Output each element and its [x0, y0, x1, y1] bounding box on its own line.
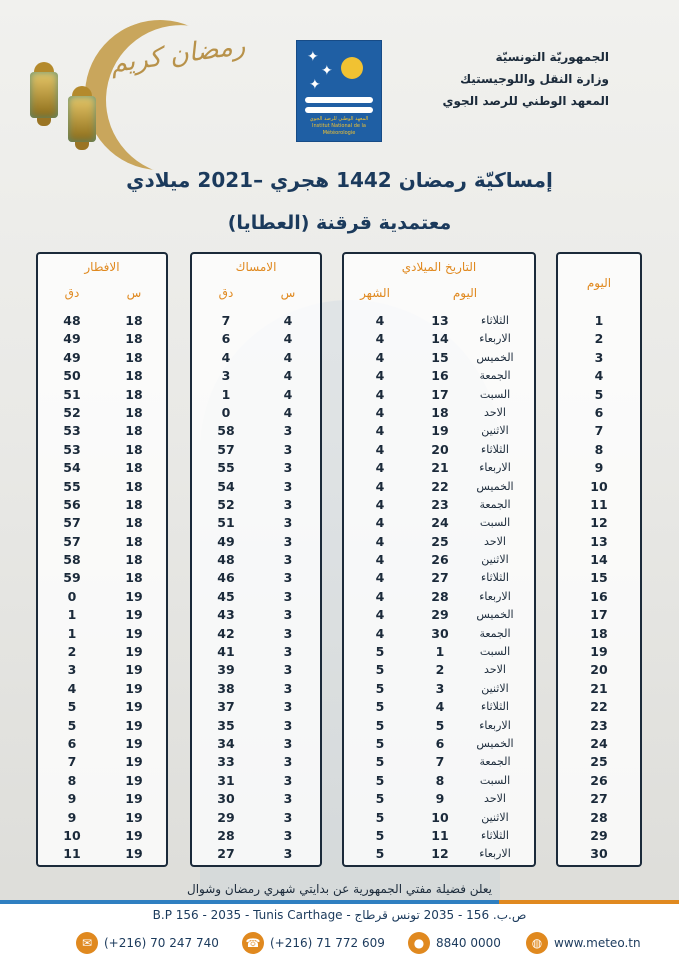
- greg-day-column: [420, 312, 460, 864]
- greg-day-cell: 23: [431, 496, 449, 512]
- day-number-cell: 6: [594, 404, 604, 420]
- greg-day-cell: 24: [431, 515, 449, 531]
- imsak-minute-cell: 45: [217, 588, 235, 604]
- weekday-cell: الاثنين: [481, 810, 509, 824]
- day-number-cell: 15: [590, 570, 608, 586]
- iftar-minute-cell: 59: [63, 570, 81, 586]
- day-number-cell: 2: [594, 331, 604, 347]
- weekday-cell: الخميس: [476, 350, 514, 364]
- greg-month-cell: 4: [375, 441, 385, 457]
- iftar-minute-cell: 56: [63, 496, 81, 512]
- greg-day-cell: 6: [435, 735, 445, 751]
- weekday-cell: الاحد: [484, 792, 506, 806]
- website-link[interactable]: [526, 932, 641, 954]
- greg-month-cell: 4: [375, 533, 385, 549]
- imsak-minute-cell: 29: [217, 809, 235, 825]
- imsak-minute-cell: 57: [217, 441, 235, 457]
- phone-number: (+216) 71 772 609: [270, 936, 385, 950]
- imsak-hour-cell: 3: [283, 423, 293, 439]
- org-line: وزارة النقل واللوجيستيك: [460, 72, 609, 86]
- imsak-hour-cell: 3: [283, 588, 293, 604]
- day-number-cell: 19: [590, 644, 608, 660]
- imsak-minute-cell: 48: [217, 552, 235, 568]
- greg-month-subheader: الشهر: [360, 286, 390, 300]
- iftar-minute-cell: 53: [63, 423, 81, 439]
- greg-day-cell: 1: [435, 644, 445, 660]
- iftar-minute-cell: 4: [67, 680, 77, 696]
- imsak-minute-cell: 55: [217, 460, 235, 476]
- imsak-hour-cell: 3: [283, 735, 293, 751]
- imsak-minute-cell: 38: [217, 680, 235, 696]
- ramadan-greeting: رمضان كريم: [108, 30, 248, 80]
- greg-month-cell: 5: [375, 699, 385, 715]
- imsak-minute-cell: 4: [221, 349, 231, 365]
- gregorian-date-panel: [342, 252, 536, 867]
- weekday-cell: السبت: [479, 387, 511, 401]
- imsak-minute-cell: 35: [217, 717, 235, 733]
- iftar-hour-column: [114, 312, 154, 864]
- greg-month-cell: 5: [375, 644, 385, 660]
- day-number-cell: 17: [590, 607, 608, 623]
- imsak-minute-cell: 6: [221, 331, 231, 347]
- iftar-minute-cell: 7: [67, 754, 77, 770]
- day-number-cell: 14: [590, 552, 608, 568]
- imsak-hour-cell: 4: [283, 349, 293, 365]
- iftar-minute-cell: 57: [63, 533, 81, 549]
- day-number-cell: 8: [594, 441, 604, 457]
- greg-day-cell: 15: [431, 349, 449, 365]
- day-number-cell: 18: [590, 625, 608, 641]
- imsak-hour-cell: 3: [283, 809, 293, 825]
- iftar-minute-cell: 11: [63, 846, 81, 862]
- greg-day-cell: 3: [435, 680, 445, 696]
- greg-month-cell: 4: [375, 331, 385, 347]
- greg-day-cell: 25: [431, 533, 449, 549]
- imsak-minute-cell: 27: [217, 846, 235, 862]
- imsak-hour-column: [268, 312, 308, 864]
- weekday-cell: الاحد: [484, 663, 506, 677]
- imsak-minute-cell: 1: [221, 386, 231, 402]
- imsak-minute-cell: 28: [217, 827, 235, 843]
- imsak-hour-cell: 3: [283, 552, 293, 568]
- greg-month-cell: 4: [375, 386, 385, 402]
- imsak-minute-cell: 46: [217, 570, 235, 586]
- iftar-hour-cell: 19: [125, 588, 143, 604]
- greg-day-cell: 7: [435, 754, 445, 770]
- iftar-minute-cell: 49: [63, 331, 81, 347]
- phone-icon: ☎: [242, 932, 264, 954]
- iftar-hour-cell: 19: [125, 772, 143, 788]
- day-number-cell: 24: [590, 735, 608, 751]
- greg-day-subheader: اليوم: [452, 286, 478, 300]
- imsak-minute-cell: 3: [221, 368, 231, 384]
- imsak-panel: [190, 252, 322, 867]
- fax-contact[interactable]: [76, 932, 219, 954]
- greg-month-cell: 4: [375, 515, 385, 531]
- day-number-cell: 29: [590, 827, 608, 843]
- day-number-cell: 16: [590, 588, 608, 604]
- lantern-icon: [30, 62, 58, 132]
- greg-day-cell: 16: [431, 368, 449, 384]
- day-number-cell: 1: [594, 313, 604, 328]
- greg-day-cell: 30: [431, 625, 449, 641]
- iftar-minute-cell: 53: [63, 441, 81, 457]
- iftar-hour-cell: 18: [125, 460, 143, 476]
- iftar-minute-cell: 3: [67, 662, 77, 678]
- greg-day-cell: 17: [431, 386, 449, 402]
- iftar-minute-cell: 57: [63, 515, 81, 531]
- imsak-minute-cell: 51: [217, 515, 235, 531]
- imsak-hour-cell: 3: [283, 717, 293, 733]
- greg-day-cell: 29: [431, 607, 449, 623]
- weekday-cell: الاربعاء: [479, 847, 511, 861]
- weekday-cell: السبت: [479, 645, 511, 659]
- website-url: www.meteo.tn: [554, 936, 641, 950]
- weekday-cell: الجمعة: [479, 755, 511, 769]
- iftar-hour-cell: 18: [125, 313, 143, 328]
- day-number-column: [558, 312, 640, 864]
- imsak-minute-cell: 49: [217, 533, 235, 549]
- weekday-column: [460, 312, 530, 864]
- weekday-cell: الثلاثاء: [481, 314, 509, 327]
- greg-day-cell: 22: [431, 478, 449, 494]
- iftar-hour-cell: 19: [125, 791, 143, 807]
- org-line: الجمهوريّة التونسيّة: [495, 50, 609, 64]
- imsak-minute-cell: 43: [217, 607, 235, 623]
- weekday-cell: الخميس: [476, 608, 514, 622]
- greg-month-cell: 4: [375, 607, 385, 623]
- iftar-hour-cell: 18: [125, 515, 143, 531]
- weekday-cell: الجمعة: [479, 497, 511, 511]
- imsak-minute-column: [206, 312, 246, 864]
- imsak-hour-cell: 3: [283, 607, 293, 623]
- greg-day-cell: 21: [431, 460, 449, 476]
- location-icon: ●: [408, 932, 430, 954]
- greg-month-cell: 5: [375, 754, 385, 770]
- iftar-panel: [36, 252, 168, 867]
- day-number-cell: 26: [590, 772, 608, 788]
- imsak-minute-cell: 0: [221, 404, 231, 420]
- imsak-hour-cell: 3: [283, 625, 293, 641]
- fax-number: (+216) 70 247 740: [104, 936, 219, 950]
- imsak-hour-cell: 3: [283, 644, 293, 660]
- iftar-minute-cell: 1: [67, 625, 77, 641]
- greg-month-cell: 5: [375, 791, 385, 807]
- greg-day-cell: 4: [435, 699, 445, 715]
- day-number-cell: 11: [590, 496, 608, 512]
- day-number-cell: 13: [590, 533, 608, 549]
- iftar-hour-cell: 18: [125, 386, 143, 402]
- greg-day-cell: 8: [435, 772, 445, 788]
- greg-day-cell: 19: [431, 423, 449, 439]
- page-subtitle: معتمدية قرقنة (العطايا): [227, 212, 452, 234]
- imsak-minute-cell: 30: [217, 791, 235, 807]
- phone-contact[interactable]: [242, 932, 385, 954]
- weekday-cell: الاثنين: [481, 681, 509, 695]
- iftar-minute-cell: 2: [67, 644, 77, 660]
- day-number-cell: 3: [594, 349, 604, 365]
- weekday-cell: الثلاثاء: [481, 571, 509, 585]
- imsak-hour-cell: 4: [283, 368, 293, 384]
- greg-month-cell: 4: [375, 404, 385, 420]
- day-header: اليوم: [586, 276, 612, 290]
- day-number-cell: 10: [590, 478, 608, 494]
- greg-month-cell: 5: [375, 717, 385, 733]
- greg-month-cell: 4: [375, 368, 385, 384]
- imsak-hour-cell: 3: [283, 662, 293, 678]
- weekday-cell: الخميس: [476, 479, 514, 493]
- iftar-hour-cell: 19: [125, 607, 143, 623]
- postal-address: B.P 156 - 2035 - Tunis Carthage - ص.ب. 156 - 2035 تونس قرطاج: [152, 908, 527, 922]
- weekday-cell: الجمعة: [479, 369, 511, 383]
- greg-month-cell: 4: [375, 423, 385, 439]
- imsak-minute-cell: 58: [217, 423, 235, 439]
- iftar-minute-cell: 1: [67, 607, 77, 623]
- iftar-minute-cell: 9: [67, 809, 77, 825]
- weekday-cell: الاثنين: [481, 553, 509, 567]
- imsak-hour-cell: 3: [283, 846, 293, 862]
- imsak-minute-cell: 37: [217, 699, 235, 715]
- day-number-cell: 21: [590, 680, 608, 696]
- greg-day-cell: 11: [431, 827, 449, 843]
- iftar-minute-cell: 8: [67, 772, 77, 788]
- iftar-minute-cell: 51: [63, 386, 81, 402]
- greg-month-cell: 4: [375, 313, 385, 328]
- weekday-cell: الاربعاء: [479, 332, 511, 346]
- iftar-hour-cell: 18: [125, 404, 143, 420]
- weekday-cell: الثلاثاء: [481, 828, 509, 842]
- greg-day-cell: 2: [435, 662, 445, 678]
- iftar-minute-cell: 52: [63, 404, 81, 420]
- day-number-cell: 22: [590, 699, 608, 715]
- iftar-hour-cell: 18: [125, 496, 143, 512]
- imsak-minute-cell: 7: [221, 313, 231, 328]
- imsak-hour-cell: 4: [283, 386, 293, 402]
- iftar-hour-cell: 18: [125, 441, 143, 457]
- iftar-header: الافطار: [84, 260, 120, 274]
- day-number-cell: 23: [590, 717, 608, 733]
- iftar-hour-cell: 18: [125, 368, 143, 384]
- greg-month-cell: 5: [375, 772, 385, 788]
- iftar-minute-cell: 55: [63, 478, 81, 494]
- greg-day-cell: 26: [431, 552, 449, 568]
- imsak-hour-cell: 3: [283, 699, 293, 715]
- greg-month-cell: 4: [375, 478, 385, 494]
- imsak-hour-subheader: س: [280, 286, 296, 300]
- weekday-cell: السبت: [479, 516, 511, 530]
- contact-bar: [0, 932, 679, 956]
- greg-month-cell: 5: [375, 846, 385, 862]
- day-number-cell: 25: [590, 754, 608, 770]
- greg-month-column: [360, 312, 400, 864]
- imsak-hour-cell: 3: [283, 791, 293, 807]
- imsak-hour-cell: 3: [283, 533, 293, 549]
- imsak-minute-cell: 33: [217, 754, 235, 770]
- imsak-minute-cell: 42: [217, 625, 235, 641]
- iftar-hour-cell: 18: [125, 331, 143, 347]
- greg-day-cell: 12: [431, 846, 449, 862]
- imsak-minute-cell: 54: [217, 478, 235, 494]
- greg-month-cell: 5: [375, 662, 385, 678]
- weekday-cell: الخميس: [476, 736, 514, 750]
- day-number-cell: 4: [594, 368, 604, 384]
- imsak-hour-cell: 4: [283, 313, 293, 328]
- day-number-cell: 28: [590, 809, 608, 825]
- iftar-minute-cell: 6: [67, 735, 77, 751]
- iftar-minute-cell: 49: [63, 349, 81, 365]
- iftar-hour-cell: 18: [125, 423, 143, 439]
- imsak-hour-cell: 3: [283, 496, 293, 512]
- iftar-hour-cell: 19: [125, 809, 143, 825]
- imsak-minute-subheader: دق: [218, 286, 234, 300]
- imsak-minute-cell: 39: [217, 662, 235, 678]
- iftar-hour-cell: 19: [125, 717, 143, 733]
- day-number-cell: 27: [590, 791, 608, 807]
- imsak-minute-cell: 34: [217, 735, 235, 751]
- iftar-minute-cell: 5: [67, 699, 77, 715]
- page-title: إمساكيّة رمضان 1442 هجري –2021 ميلادي: [126, 168, 553, 192]
- greg-month-cell: 4: [375, 588, 385, 604]
- iftar-hour-subheader: س: [126, 286, 142, 300]
- gregorian-header: التاريخ الميلادي: [401, 260, 477, 274]
- weekday-cell: الاربعاء: [479, 461, 511, 475]
- greg-month-cell: 4: [375, 349, 385, 365]
- iftar-minute-cell: 50: [63, 368, 81, 384]
- greg-month-cell: 5: [375, 680, 385, 696]
- imsak-hour-cell: 3: [283, 680, 293, 696]
- imsak-hour-cell: 4: [283, 404, 293, 420]
- logo-caption-ar: المعهد الوطني للرصد الجوي: [309, 116, 369, 122]
- imsak-hour-cell: 3: [283, 827, 293, 843]
- greg-day-cell: 9: [435, 791, 445, 807]
- greg-month-cell: 5: [375, 735, 385, 751]
- greg-day-cell: 20: [431, 441, 449, 457]
- org-line: المعهد الوطني للرصد الجوي: [442, 94, 609, 108]
- day-number-cell: 12: [590, 515, 608, 531]
- iftar-hour-cell: 18: [125, 478, 143, 494]
- day-number-cell: 30: [590, 846, 608, 862]
- imsak-minute-cell: 31: [217, 772, 235, 788]
- iftar-hour-cell: 18: [125, 533, 143, 549]
- imsak-hour-cell: 3: [283, 441, 293, 457]
- iftar-hour-cell: 19: [125, 680, 143, 696]
- iftar-hour-cell: 19: [125, 699, 143, 715]
- greg-month-cell: 4: [375, 552, 385, 568]
- iftar-minute-cell: 48: [63, 313, 81, 328]
- iftar-hour-cell: 19: [125, 735, 143, 751]
- day-number-cell: 9: [594, 460, 604, 476]
- iftar-minute-cell: 5: [67, 717, 77, 733]
- iftar-minute-cell: 0: [67, 588, 77, 604]
- greg-month-cell: 4: [375, 496, 385, 512]
- weekday-cell: الثلاثاء: [481, 442, 509, 456]
- weekday-cell: السبت: [479, 773, 511, 787]
- iftar-hour-cell: 18: [125, 349, 143, 365]
- greg-day-cell: 10: [431, 809, 449, 825]
- greg-month-cell: 4: [375, 625, 385, 641]
- imsak-minute-cell: 41: [217, 644, 235, 660]
- weekday-cell: الاربعاء: [479, 718, 511, 732]
- greg-day-cell: 14: [431, 331, 449, 347]
- fax-icon: ✉: [76, 932, 98, 954]
- imsak-minute-cell: 52: [217, 496, 235, 512]
- day-number-cell: 7: [594, 423, 604, 439]
- weekday-cell: الاحد: [484, 405, 506, 419]
- iftar-minute-column: [52, 312, 92, 864]
- iftar-minute-cell: 10: [63, 827, 81, 843]
- iftar-hour-cell: 19: [125, 827, 143, 843]
- iftar-hour-cell: 19: [125, 846, 143, 862]
- weekday-cell: الاحد: [484, 534, 506, 548]
- imsak-hour-cell: 3: [283, 772, 293, 788]
- iftar-hour-cell: 19: [125, 625, 143, 641]
- greg-month-cell: 5: [375, 809, 385, 825]
- iftar-minute-cell: 54: [63, 460, 81, 476]
- imsak-hour-cell: 4: [283, 331, 293, 347]
- iftar-hour-cell: 18: [125, 552, 143, 568]
- footer-accent-stripe: [499, 900, 679, 904]
- day-number-cell: 5: [594, 386, 604, 402]
- imsak-hour-cell: 3: [283, 754, 293, 770]
- hotline-number: 8840 0000: [436, 936, 501, 950]
- greg-month-cell: 4: [375, 460, 385, 476]
- day-number-cell: 20: [590, 662, 608, 678]
- iftar-minute-cell: 9: [67, 791, 77, 807]
- organization-block: [409, 46, 609, 112]
- iftar-hour-cell: 19: [125, 644, 143, 660]
- iftar-hour-cell: 18: [125, 570, 143, 586]
- imsak-hour-cell: 3: [283, 460, 293, 476]
- institute-logo: ✦ ✦ ✦ المعهد الوطني للرصد الجوي Institut National de la Météorologie: [296, 40, 382, 142]
- imsak-header: الامساك: [235, 260, 277, 274]
- lantern-icon: [68, 86, 96, 156]
- greg-day-cell: 28: [431, 588, 449, 604]
- iftar-hour-cell: 19: [125, 754, 143, 770]
- hotline-contact[interactable]: [408, 932, 501, 954]
- imsak-hour-cell: 3: [283, 478, 293, 494]
- iftar-minute-subheader: دق: [64, 286, 80, 300]
- iftar-minute-cell: 58: [63, 552, 81, 568]
- footer: [0, 900, 679, 960]
- greg-month-cell: 4: [375, 570, 385, 586]
- mufti-note: يعلن فضيلة مفتي الجمهورية عن بدايتي شهري رمضان وشوال: [186, 882, 493, 896]
- weekday-cell: الجمعة: [479, 626, 511, 640]
- globe-icon: ◍: [526, 932, 548, 954]
- greg-day-cell: 27: [431, 570, 449, 586]
- greg-month-cell: 5: [375, 827, 385, 843]
- weekday-cell: الاربعاء: [479, 589, 511, 603]
- imsak-hour-cell: 3: [283, 570, 293, 586]
- weekday-cell: الثلاثاء: [481, 700, 509, 714]
- greg-day-cell: 13: [431, 313, 449, 328]
- greg-day-cell: 18: [431, 404, 449, 420]
- weekday-cell: الاثنين: [481, 424, 509, 438]
- iftar-hour-cell: 19: [125, 662, 143, 678]
- day-number-panel: [556, 252, 642, 867]
- imsak-hour-cell: 3: [283, 515, 293, 531]
- greg-day-cell: 5: [435, 717, 445, 733]
- logo-caption-fr: Institut National de la Météorologie: [312, 123, 366, 136]
